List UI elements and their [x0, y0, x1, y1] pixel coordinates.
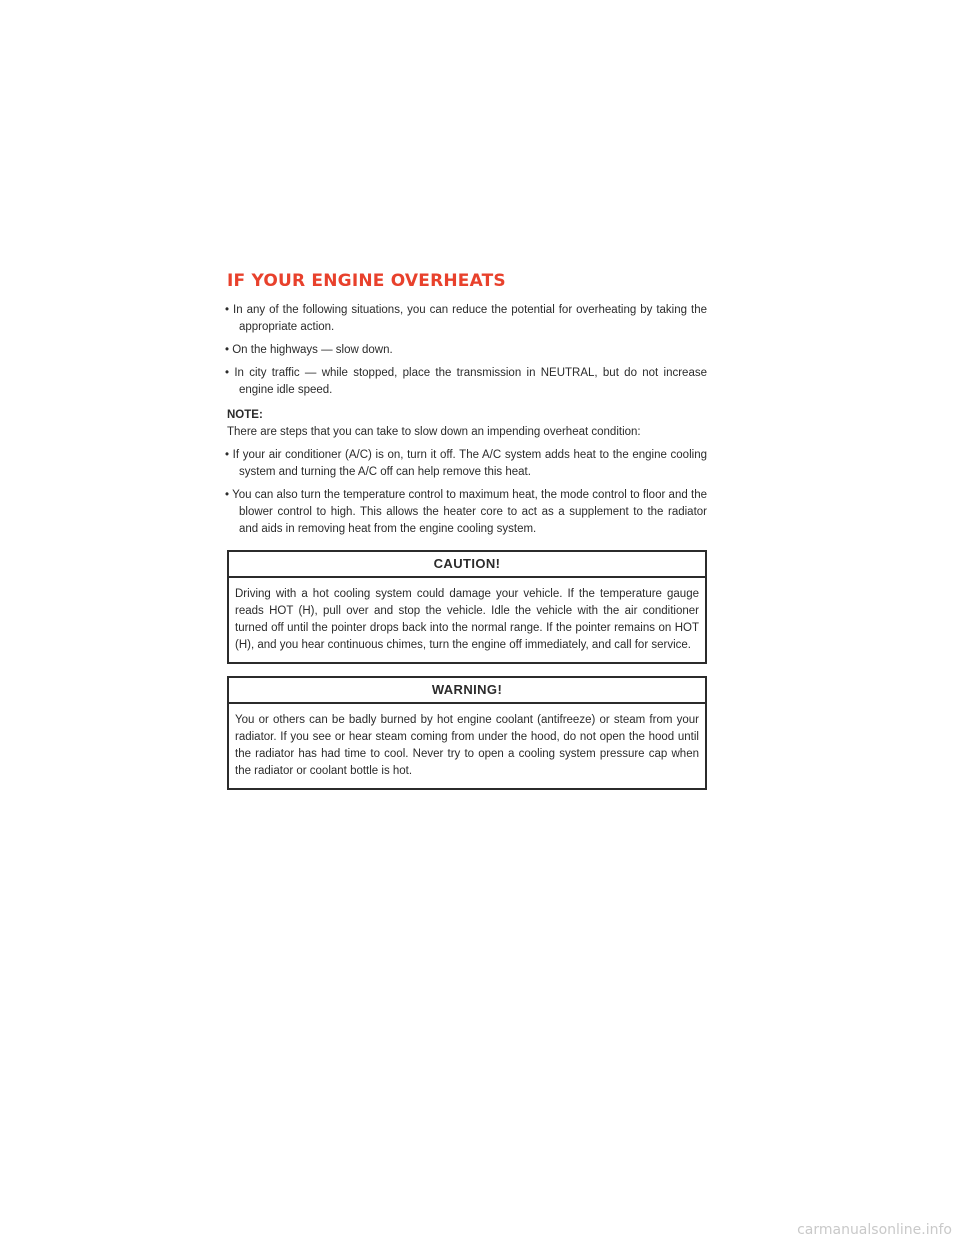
bullet-text: On the highways — slow down.	[232, 344, 393, 356]
caution-text: Driving with a hot cooling system could damage your vehicle. If the temperature gauge reads HOT (H), pull over and stop the vehicle. Idle the vehicle with the air conditioner turned off until the pointer drops back into the normal range. If the pointer remains on HOT (H), and you hear continuous chimes, turn the engine off immediately, and call for service.	[235, 588, 699, 651]
note-bullet-list	[227, 447, 707, 538]
list-item: • You can also turn the temperature control to maximum heat, the mode control to floor and the blower control to high. This allows the heater core to act as a supplement to the radiator and aids in removing heat from the engine cooling system.	[225, 489, 707, 535]
watermark: carmanualsonline.info	[797, 1222, 952, 1238]
list-item: • In any of the following situations, you can reduce the potential for overheating by taking the appropriate action.	[225, 304, 707, 333]
note-heading: NOTE:	[227, 409, 263, 421]
warning-box	[227, 676, 707, 790]
bullet-text: In city traffic — while stopped, place the transmission in NEUTRAL, but do not increase engine idle speed.	[234, 367, 707, 396]
list-item: • In city traffic — while stopped, place the transmission in NEUTRAL, but do not increase engine idle speed.	[225, 367, 707, 396]
warning-text: You or others can be badly burned by hot engine coolant (antifreeze) or steam from your radiator. If you see or hear steam coming from under the hood, do not open the hood until the radiator has had time to cool. Never try to open a cooling system pressure cap when the radiator or coolant bottle is hot.	[235, 714, 699, 777]
caution-box	[227, 550, 707, 664]
bullet-text: If your air conditioner (A/C) is on, turn it off. The A/C system adds heat to the engine cooling system and turning the A/C off can help remove this heat.	[232, 449, 707, 478]
warning-title: WARNING!	[229, 678, 705, 704]
section-title: IF YOUR ENGINE OVERHEATS	[227, 271, 506, 291]
page-content	[227, 270, 707, 790]
note-intro: There are steps that you can take to slow down an impending overheat condition:	[227, 426, 641, 438]
list-item: • If your air conditioner (A/C) is on, turn it off. The A/C system adds heat to the engine cooling system and turning the A/C off can help remove this heat.	[225, 449, 707, 478]
caution-title: CAUTION!	[229, 552, 705, 578]
list-item: • On the highways — slow down.	[225, 344, 393, 356]
bullet-text: You can also turn the temperature control to maximum heat, the mode control to floor and the blower control to high. This allows the heater core to act as a supplement to the radiator and aids in removing heat from the engine cooling system.	[232, 489, 707, 535]
overheat-bullet-list	[227, 302, 707, 399]
bullet-text: In any of the following situations, you can reduce the potential for overheating by taking the appropriate action.	[233, 304, 707, 333]
